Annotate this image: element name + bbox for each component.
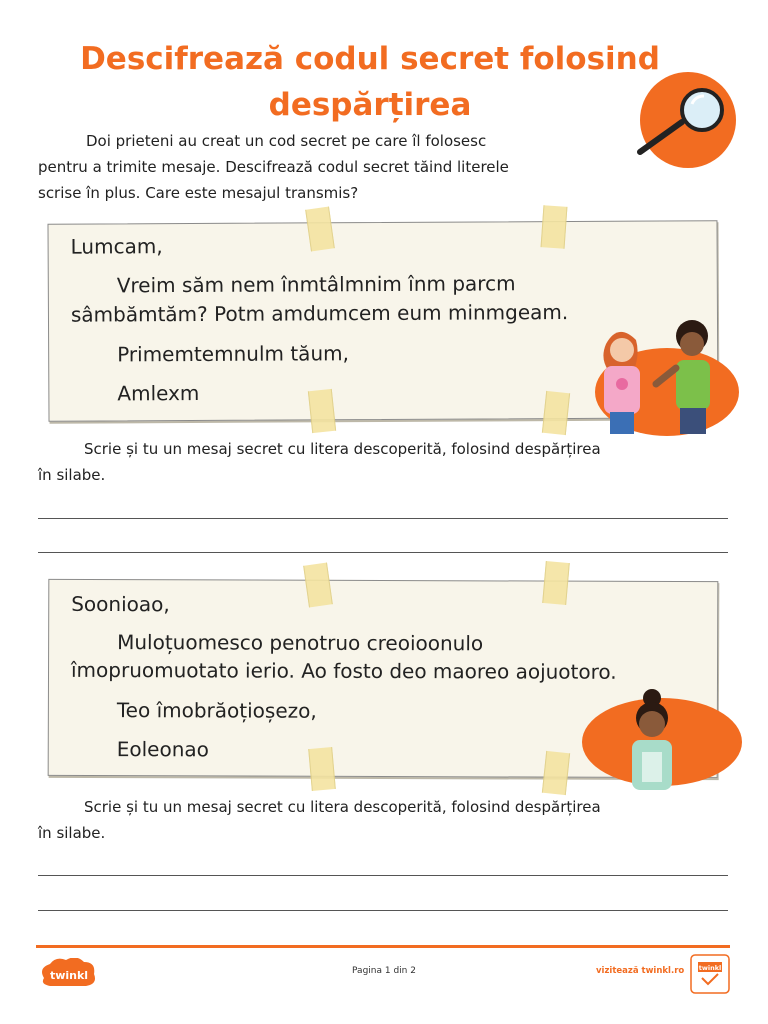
instruction-line: în silabe.	[38, 466, 106, 484]
message-signature: Eoleonao	[116, 737, 209, 762]
tape-decoration	[542, 561, 570, 605]
visit-link[interactable]: vizitează twinkl.ro	[596, 966, 685, 976]
intro-line: pentru a trimite mesaje. Descifrează codul secret tăind literele	[38, 158, 509, 176]
writing-line[interactable]	[38, 910, 728, 911]
writing-line[interactable]	[38, 875, 728, 876]
tape-decoration	[305, 207, 335, 252]
writing-line[interactable]	[38, 518, 728, 519]
message-body-line: îmopruomuotato ierio. Ao fosto deo maoreo aojuotoro.	[70, 657, 617, 684]
girl-illustration	[580, 686, 744, 792]
magnifying-glass-icon	[630, 70, 740, 170]
footer-divider	[36, 945, 730, 948]
message-body-line: Muloțuomesco penotruo creoioonulo	[117, 630, 484, 656]
page-number: Pagina 1 din 2	[352, 966, 416, 976]
message-greeting: Soonioao,	[71, 591, 170, 617]
writing-line[interactable]	[38, 552, 728, 553]
message-body-line: Vreim săm nem înmtâlmnim înm parcm	[116, 271, 516, 298]
instruction-line: Scrie și tu un mesaj secret cu litera descoperită, folosind despărțirea	[84, 798, 601, 816]
tape-decoration	[303, 563, 333, 608]
tape-decoration	[542, 391, 570, 435]
page-title: Descifrează codul secret folosind despărțirea	[80, 41, 660, 123]
badge-text: twinkl	[698, 964, 722, 972]
two-children-illustration	[592, 312, 742, 436]
quality-badge-icon	[690, 954, 730, 994]
intro-text	[38, 128, 598, 206]
message-closing: Primemtemnulm tăum,	[117, 341, 349, 367]
instruction-line: Scrie și tu un mesaj secret cu litera descoperită, folosind despărțirea	[84, 440, 601, 458]
message-signature: Amlexm	[117, 380, 200, 406]
intro-line: scrise în plus. Care este mesajul transmis?	[38, 184, 359, 202]
message-closing: Teo îmobrăoțioșezo,	[116, 698, 317, 723]
intro-line: Doi prieteni au creat un cod secret pe care îl folosesc	[86, 132, 487, 150]
instruction-line: în silabe.	[38, 824, 106, 842]
message-greeting: Lumcam,	[70, 234, 163, 259]
tape-decoration	[542, 751, 570, 795]
instruction-text-2	[38, 794, 728, 846]
tape-decoration	[541, 205, 568, 249]
tape-decoration	[308, 389, 336, 433]
tape-decoration	[308, 747, 336, 791]
message-body-line: sâmbămtăm? Potm amdumcem eum minmgeam.	[70, 300, 569, 327]
logo-text: twinkl	[49, 969, 89, 982]
instruction-text-1	[38, 436, 728, 488]
